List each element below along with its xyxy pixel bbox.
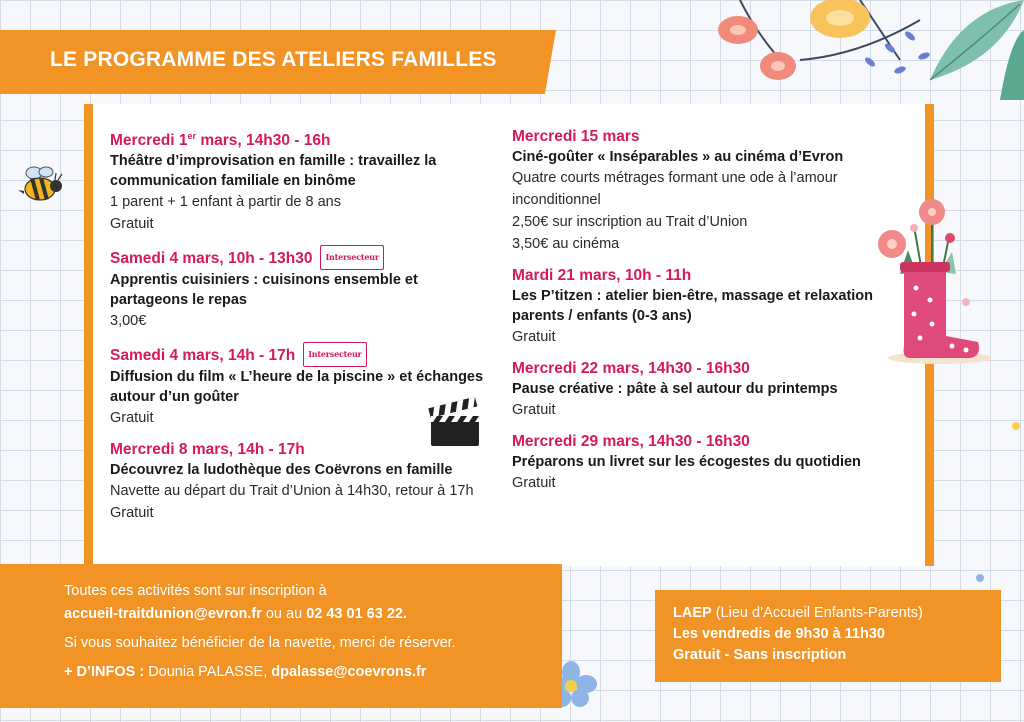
registration-note: Toutes ces activités sont sur inscription à accueil-traitdunion@evron.fr ou au 02 43 01 63 22. bbox=[64, 583, 407, 622]
event-pause-creative bbox=[512, 358, 912, 421]
event-date: Mercredi 1er mars, 14h30 - 16h bbox=[110, 131, 331, 149]
decor-dot bbox=[976, 574, 984, 582]
event-price: Gratuit bbox=[512, 475, 556, 491]
event-title: Préparons un livret sur les écogestes du quotidien bbox=[512, 454, 861, 470]
bee-icon bbox=[16, 164, 66, 206]
event-date: Mardi 21 mars, 10h - 11h bbox=[512, 267, 692, 284]
decor-dot bbox=[962, 298, 970, 306]
event-ptitzen bbox=[512, 265, 912, 348]
event-title: Les P’titzen : atelier bien-être, massage et relaxation parents / enfants (0-3 ans) bbox=[512, 288, 874, 324]
event-price: Gratuit bbox=[512, 402, 556, 418]
event-title: Découvrez la ludothèque des Coëvrons en famille bbox=[110, 462, 453, 478]
event-title: Diffusion du film « L’heure de la piscine » et échanges autour d’un goûter bbox=[110, 369, 484, 405]
event-detail: 1 parent + 1 enfant à partir de 8 ans bbox=[110, 194, 341, 210]
event-title: Ciné-goûter « Inséparables » au cinéma d’Evron bbox=[512, 149, 844, 165]
decor-dot bbox=[1012, 422, 1020, 430]
event-date: Mercredi 15 mars bbox=[512, 128, 640, 145]
event-ludotheque bbox=[110, 439, 490, 524]
clapperboard-icon bbox=[426, 392, 484, 450]
info-text bbox=[64, 580, 456, 690]
event-price: 3,50€ au cinéma bbox=[512, 236, 620, 252]
event-price: 2,50€ sur inscription au Trait d’Union bbox=[512, 214, 748, 230]
right-column bbox=[512, 126, 912, 504]
event-detail: Navette au départ du Trait d’Union à 14h30, retour à 17h bbox=[110, 483, 474, 499]
contact-phone: 02 43 01 63 22. bbox=[306, 606, 407, 622]
page-title: LE PROGRAMME DES ATELIERS FAMILLES bbox=[50, 48, 497, 71]
event-date: Mercredi 22 mars, 14h30 - 16h30 bbox=[512, 360, 750, 377]
more-info-line: + D’INFOS : Dounia PALASSE, dpalasse@coevrons.fr bbox=[64, 664, 427, 680]
event-price: Gratuit bbox=[110, 216, 154, 232]
event-price: Gratuit bbox=[512, 329, 556, 345]
left-column bbox=[110, 126, 490, 534]
intersecteur-badge: Intersecteur bbox=[303, 342, 366, 367]
event-theatre bbox=[110, 126, 490, 235]
event-date: Mercredi 8 mars, 14h - 17h bbox=[110, 441, 305, 458]
event-cuisine bbox=[110, 245, 490, 332]
flower-boot-icon bbox=[870, 196, 1000, 368]
event-date: Samedi 4 mars, 10h - 13h30 Intersecteur bbox=[110, 245, 490, 270]
laep-text bbox=[673, 603, 923, 666]
event-price: Gratuit bbox=[110, 410, 154, 426]
event-date: Mercredi 29 mars, 14h30 - 16h30 bbox=[512, 433, 750, 450]
event-title: Pause créative : pâte à sel autour du printemps bbox=[512, 381, 838, 397]
event-price: Gratuit bbox=[110, 505, 154, 521]
intersecteur-badge: Intersecteur bbox=[320, 245, 383, 270]
event-title: Apprentis cuisiniers : cuisinons ensemble et partageons le repas bbox=[110, 272, 418, 308]
contact-email-link[interactable]: accueil-traitdunion@evron.fr bbox=[64, 606, 262, 622]
flowers-leaves-decoration bbox=[700, 0, 1024, 100]
event-title: Théâtre d’improvisation en famille : travaillez la communication familiale en binôme bbox=[110, 153, 437, 189]
contact-person-email-link[interactable]: dpalasse@coevrons.fr bbox=[271, 664, 427, 680]
event-date: Samedi 4 mars, 14h - 17h Intersecteur bbox=[110, 342, 490, 367]
navette-note: Si vous souhaitez bénéficier de la navette, merci de réserver. bbox=[64, 635, 456, 651]
event-price: 3,00€ bbox=[110, 313, 147, 329]
event-detail: Quatre courts métrages formant une ode à l’amour inconditionnel bbox=[512, 170, 838, 208]
laep-schedule: Les vendredis de 9h30 à 11h30 bbox=[673, 626, 885, 642]
laep-heading: LAEP (Lieu d’Accueil Enfants-Parents) bbox=[673, 605, 923, 621]
event-ecogestes bbox=[512, 431, 912, 494]
laep-conditions: Gratuit - Sans inscription bbox=[673, 647, 847, 663]
event-cine-gouter bbox=[512, 126, 912, 255]
